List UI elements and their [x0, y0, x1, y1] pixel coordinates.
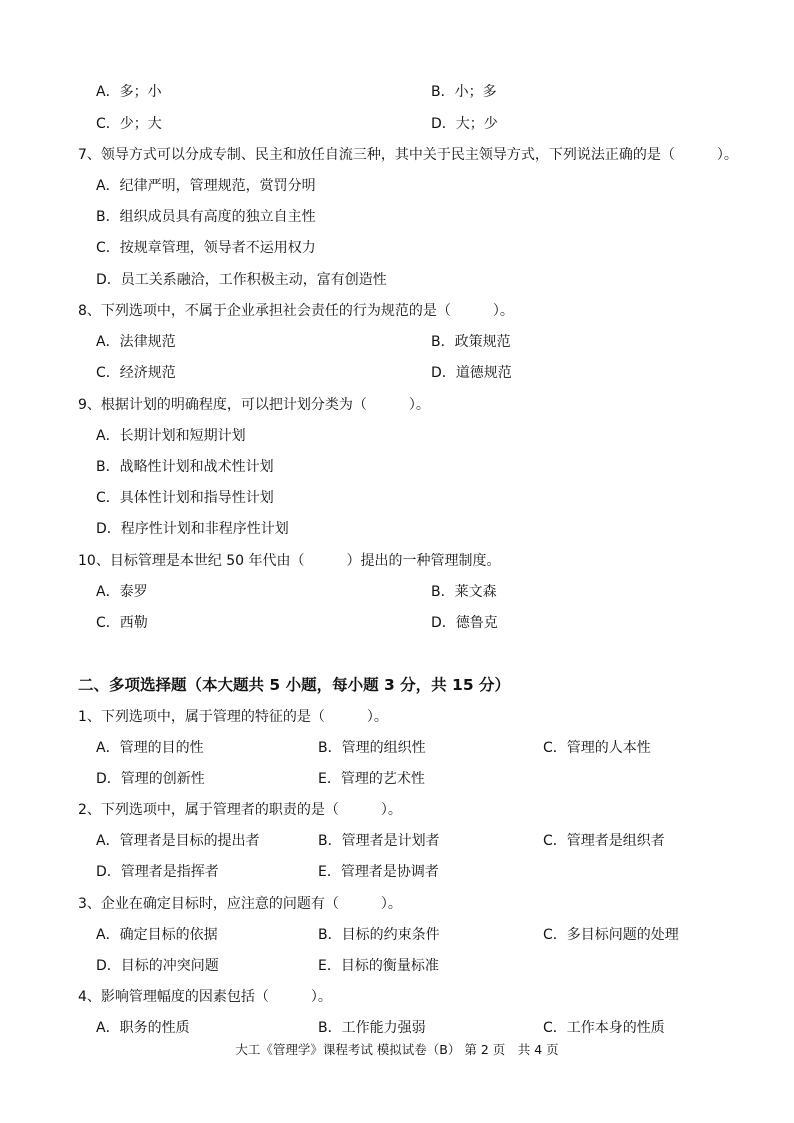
- q7-stem: 7、领导方式可以分成专制、民主和放任自流三种，其中关于民主领导方式，下列说法正确的是（ ）。: [78, 147, 738, 163]
- q10-stem: 10、目标管理是本世纪 50 年代由（ ）提出的一种管理制度。: [78, 553, 501, 569]
- q6-option-b: B．小；多: [431, 84, 497, 100]
- q6-option-d: D．大；少: [431, 116, 498, 132]
- mq3-option-b: B．目标的约束条件: [318, 927, 440, 943]
- mq2-option-c: C．管理者是组织者: [543, 833, 665, 849]
- mq4-stem: 4、影响管理幅度的因素包括（ ）。: [78, 989, 332, 1005]
- mq1-option-c: C．管理的人本性: [543, 740, 651, 756]
- q9-stem: 9、根据计划的明确程度，可以把计划分类为（ ）。: [78, 397, 430, 413]
- section-heading-multiple-choice: 二、多项选择题（本大题共 5 小题，每小题 3 分，共 15 分）: [78, 676, 511, 694]
- mq3-option-a: A．确定目标的依据: [96, 927, 218, 943]
- mq1-option-b: B．管理的组织性: [318, 740, 426, 756]
- mq1-option-a: A．管理的目的性: [96, 740, 204, 756]
- q10-option-a: A．泰罗: [96, 584, 148, 600]
- mq2-option-d: D．管理者是指挥者: [96, 864, 219, 880]
- q7-option-b: B．组织成员具有高度的独立自主性: [96, 209, 316, 225]
- mq1-option-d: D．管理的创新性: [96, 771, 205, 787]
- q9-option-c: C．具体性计划和指导性计划: [96, 490, 274, 506]
- q10-option-d: D．德鲁克: [431, 615, 498, 631]
- q8-option-a: A．法律规范: [96, 334, 176, 350]
- q7-option-d: D．员工关系融洽，工作积极主动，富有创造性: [96, 272, 387, 288]
- mq1-option-e: E．管理的艺术性: [318, 771, 425, 787]
- mq3-stem: 3、企业在确定目标时，应注意的问题有（ ）。: [78, 896, 402, 912]
- q7-option-c: C．按规章管理，领导者不运用权力: [96, 240, 316, 256]
- mq1-stem: 1、下列选项中，属于管理的特征的是（ ）。: [78, 709, 388, 725]
- mq3-option-d: D．目标的冲突问题: [96, 958, 219, 974]
- q7-option-a: A．纪律严明，管理规范，赏罚分明: [96, 178, 316, 194]
- q8-option-b: B．政策规范: [431, 334, 511, 350]
- mq3-option-c: C．多目标问题的处理: [543, 927, 679, 943]
- q9-option-a: A．长期计划和短期计划: [96, 428, 246, 444]
- q6-option-c: C．少；大: [96, 116, 162, 132]
- mq2-stem: 2、下列选项中，属于管理者的职责的是（ ）。: [78, 802, 402, 818]
- q10-option-b: B．莱文森: [431, 584, 497, 600]
- mq2-option-a: A．管理者是目标的提出者: [96, 833, 260, 849]
- page-footer: 大工《管理学》课程考试 模拟试卷（B） 第 2 页 共 4 页: [235, 1042, 559, 1057]
- q9-option-d: D．程序性计划和非程序性计划: [96, 521, 289, 537]
- mq4-option-a: A．职务的性质: [96, 1020, 190, 1036]
- q6-option-a: A．多；小: [96, 84, 162, 100]
- mq3-option-e: E．目标的衡量标准: [318, 958, 439, 974]
- q10-option-c: C．西勒: [96, 615, 148, 631]
- mq2-option-e: E．管理者是协调者: [318, 864, 439, 880]
- mq4-option-c: C．工作本身的性质: [543, 1020, 665, 1036]
- q9-option-b: B．战略性计划和战术性计划: [96, 459, 274, 475]
- mq2-option-b: B．管理者是计划者: [318, 833, 440, 849]
- q8-option-d: D．道德规范: [431, 365, 512, 381]
- mq4-option-b: B．工作能力强弱: [318, 1020, 426, 1036]
- q8-option-c: C．经济规范: [96, 365, 176, 381]
- q8-stem: 8、下列选项中，不属于企业承担社会责任的行为规范的是（ ）。: [78, 303, 514, 319]
